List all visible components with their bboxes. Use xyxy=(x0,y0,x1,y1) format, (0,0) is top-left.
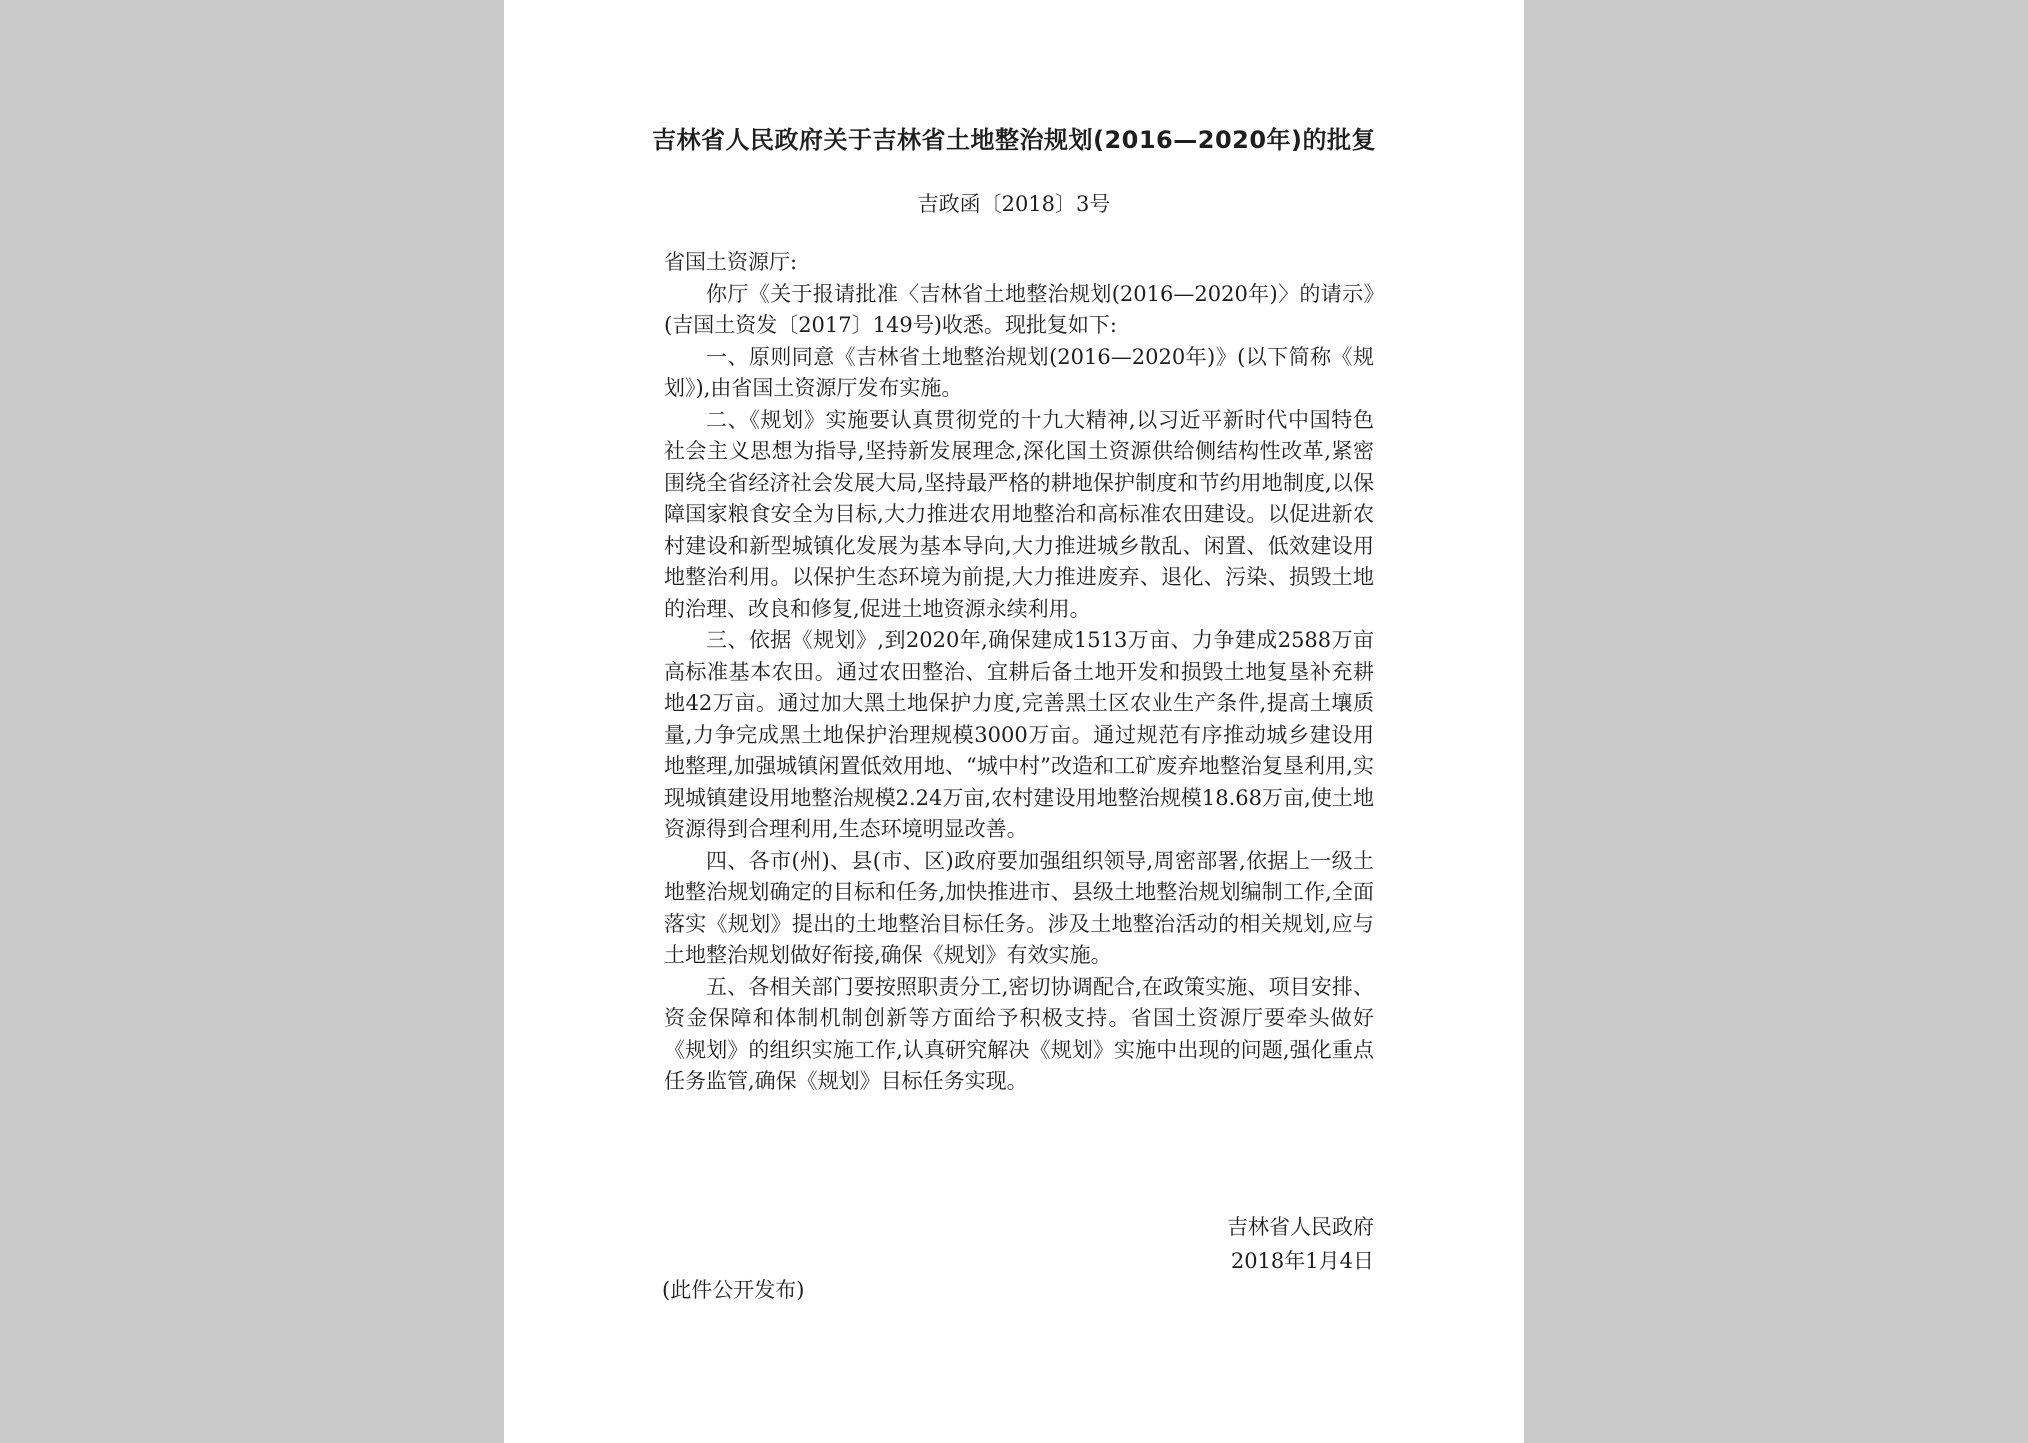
issue-date: 2018年1月4日 xyxy=(1230,1249,1374,1273)
paragraph: 三、依据《规划》,到2020年,确保建成1513万亩、力争建成2588万亩高标准基本农田。通过农田整治、宜耕后备土地开发和损毁土地复垦补充耕地42万亩。通过加大黑土地保护力度,完善黑土区农业生产条件,提高土壤质量,力争完成黑土地保护治理规模3000万亩。通过规范有序推动城乡建设用地整理,加强城镇闲置低效用地、“城中村”改造和工矿废弃地整治复垦利用,实现城镇建设用地整治规模2.24万亩,农村建设用地整治规模18.68万亩,使土地资源得到合理利用,生态环境明显改善。 xyxy=(664,628,1374,841)
issuer: 吉林省人民政府 xyxy=(1227,1215,1374,1239)
document-body xyxy=(664,247,1374,1098)
document-number: 吉政函〔2018〕3号 xyxy=(917,192,1111,216)
paragraph: 你厅《关于报请批准〈吉林省土地整治规划(2016—2020年)〉的请示》(吉国土资发〔2017〕149号)收悉。现批复如下: xyxy=(664,281,1374,337)
document-title: 吉林省人民政府关于吉林省土地整治规划(2016—2020年)的批复 xyxy=(651,126,1377,154)
publication-note: (此件公开发布) xyxy=(662,1278,805,1302)
salutation: 省国土资源厅: xyxy=(664,250,798,274)
document-page xyxy=(504,0,1524,1443)
paragraph: 五、各相关部门要按照职责分工,密切协调配合,在政策实施、项目安排、资金保障和体制机制创新等方面给予积极支持。省国土资源厅要牵头做好《规划》的组织实施工作,认真研究解决《规划》实施中出现的问题,强化重点任务监管,确保《规划》目标任务实现。 xyxy=(664,974,1374,1093)
paragraph: 一、原则同意《吉林省土地整治规划(2016—2020年)》(以下简称《规划》),由省国土资源厅发布实施。 xyxy=(664,344,1374,400)
paragraph: 二、《规划》实施要认真贯彻党的十九大精神,以习近平新时代中国特色社会主义思想为指导,坚持新发展理念,深化国土资源供给侧结构性改革,紧密围绕全省经济社会发展大局,坚持最严格的耕地保护制度和节约用地制度,以保障国家粮食安全为目标,大力推进农用地整治和高标准农田建设。以促进新农村建设和新型城镇化发展为基本导向,大力推进城乡散乱、闲置、低效建设用地整治利用。以保护生态环境为前提,大力推进废弃、退化、污染、损毁土地的治理、改良和修复,促进土地资源永续利用。 xyxy=(664,407,1374,621)
paragraph: 四、各市(州)、县(市、区)政府要加强组织领导,周密部署,依据上一级土地整治规划确定的目标和任务,加快推进市、县级土地整治规划编制工作,全面落实《规划》提出的土地整治目标任务。涉及土地整治活动的相关规划,应与土地整治规划做好衔接,确保《规划》有效实施。 xyxy=(664,848,1374,967)
signature-block xyxy=(1227,1210,1374,1278)
